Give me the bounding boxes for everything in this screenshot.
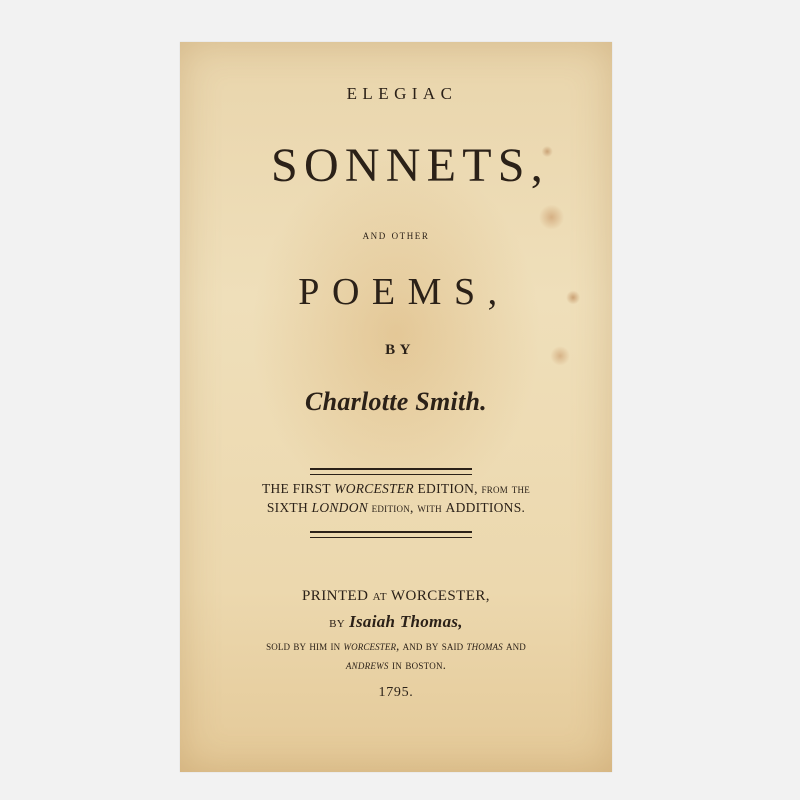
sold-text: and by said (399, 639, 467, 653)
double-rule-top (310, 468, 472, 475)
sold-text: worcester, (343, 639, 400, 653)
imprint-sold-line-2 (180, 658, 612, 673)
sold-text: andrews (345, 658, 389, 672)
title-line-sonnets: SONNETS, (271, 139, 549, 192)
printer-name: Isaiah Thomas, (349, 612, 463, 631)
edition-text: THE FIRST (261, 481, 335, 496)
edition-text: , with (410, 500, 446, 515)
edition-text: ADDITIONS. (445, 500, 526, 515)
imprint-by: by (329, 615, 350, 631)
edition-line-2 (180, 500, 612, 516)
title-line-poems: POEMS, (298, 271, 510, 313)
title-line-elegiac: ELEGIAC (346, 84, 458, 103)
imprint-printed-at: PRINTED at WORCESTER, (301, 588, 491, 604)
author-name: Charlotte Smith. (305, 387, 487, 416)
edition-text: from the (481, 481, 530, 496)
edition-text: SIXTH (266, 500, 312, 515)
imprint-printer-line (180, 612, 612, 632)
imprint-sold-line-1 (180, 639, 612, 654)
sold-text: thomas (466, 639, 503, 653)
sold-text: sold by him in (266, 639, 344, 653)
edition-text: LONDON (311, 500, 368, 515)
publication-year: 1795. (378, 685, 414, 700)
edition-text: WORCESTER (334, 481, 414, 496)
edition-line-1 (180, 481, 612, 497)
double-rule-bottom (310, 531, 472, 538)
edition-text: edition (368, 500, 411, 515)
byline-by: BY (385, 342, 415, 358)
title-page (180, 42, 612, 772)
title-line-and-other: and other (362, 227, 430, 242)
edition-text: EDITION, (413, 481, 482, 496)
sold-text: in boston. (388, 658, 447, 672)
sold-text: and (502, 639, 526, 653)
